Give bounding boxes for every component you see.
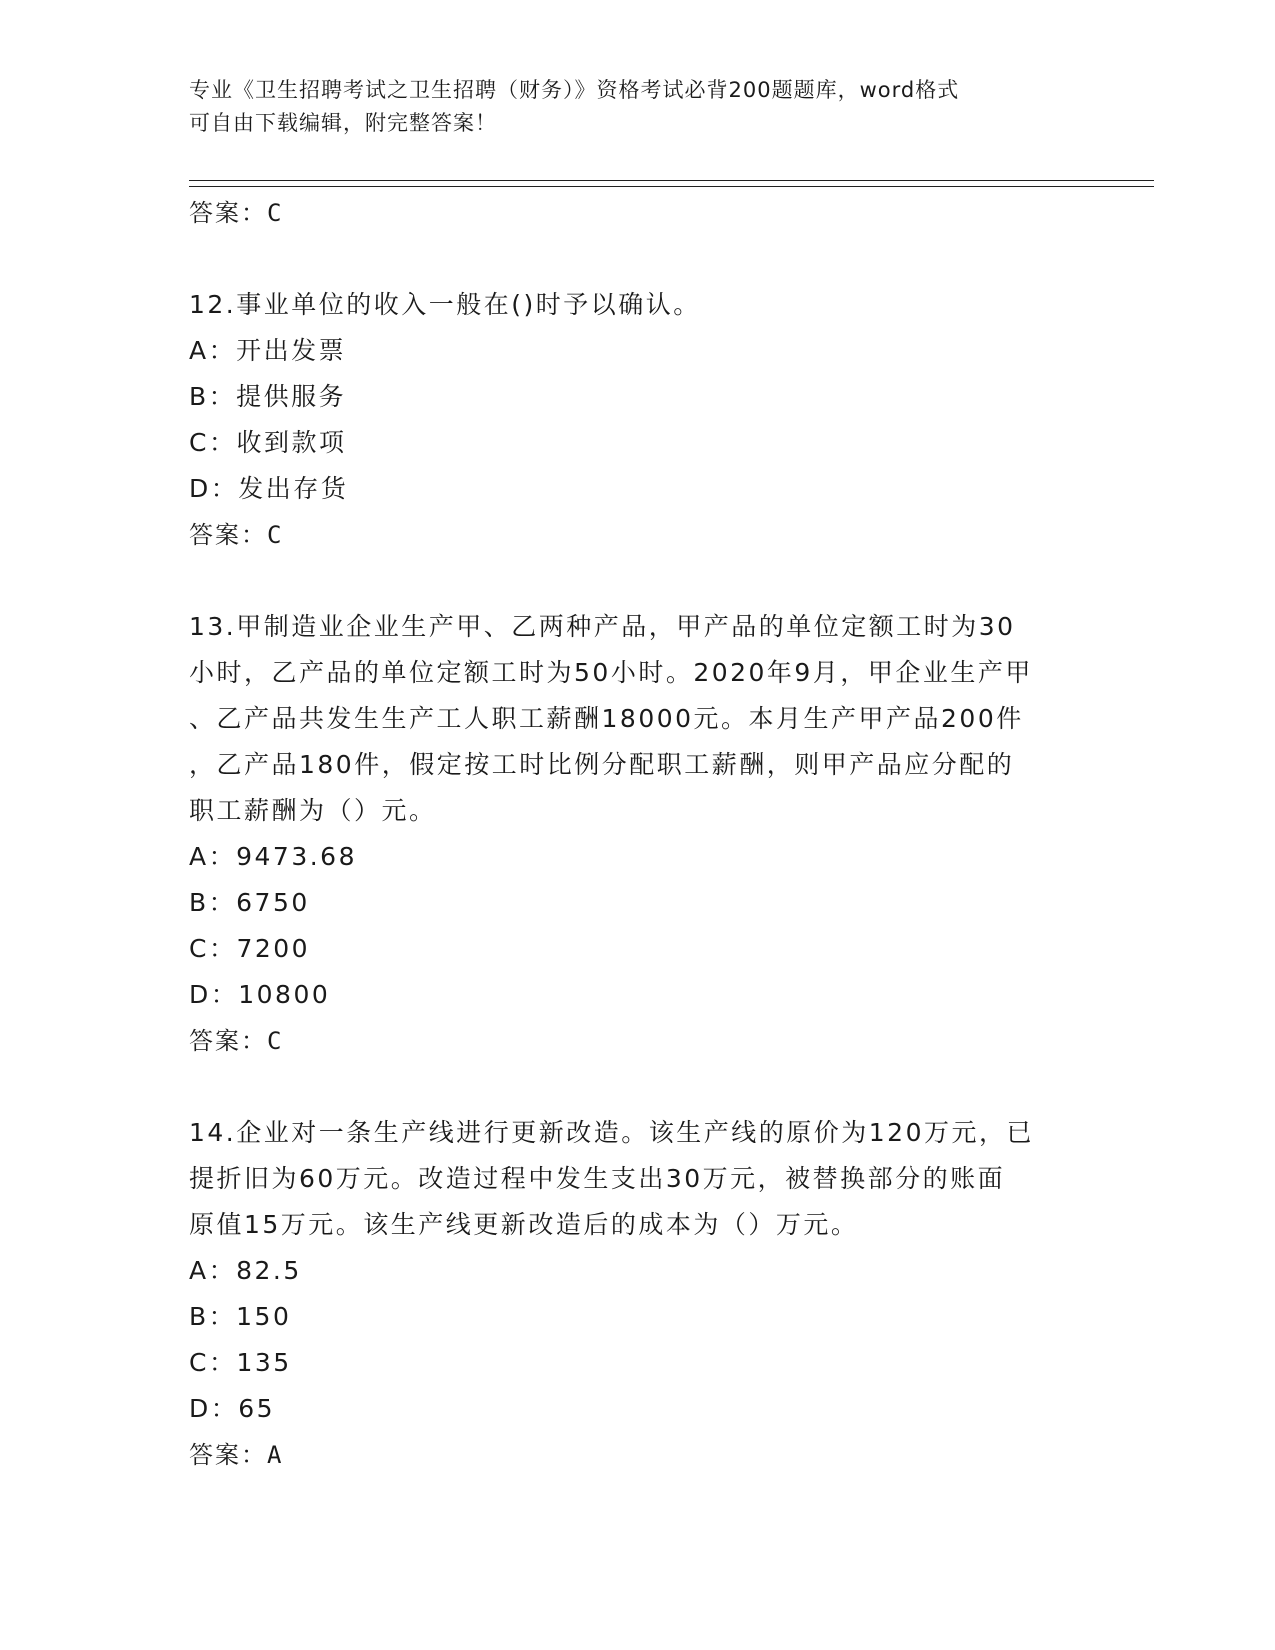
question-text: ，乙产品180件，假定按工时比例分配职工薪酬，则甲产品应分配的	[189, 750, 1015, 779]
question-block-14	[189, 1110, 1089, 1478]
option-d: D：发出存货	[189, 474, 349, 503]
question-text: 14.企业对一条生产线进行更新改造。该生产线的原价为120万元，已	[189, 1118, 1034, 1147]
option-b: B：6750	[189, 888, 310, 917]
question-block-13	[189, 604, 1089, 1064]
option-c: C：收到款项	[189, 428, 347, 457]
header-line-2: 可自由下载编辑，附完整答案！	[189, 111, 497, 135]
document-header	[189, 74, 1089, 140]
question-text: 职工薪酬为（）元。	[189, 796, 437, 825]
question-text: 12.事业单位的收入一般在()时予以确认。	[189, 290, 701, 319]
header-rule-top	[189, 180, 1154, 181]
answer-line: 答案：A	[189, 1441, 284, 1469]
question-text: 小时，乙产品的单位定额工时为50小时。2020年9月，甲企业生产甲	[189, 658, 1033, 687]
header-line-1: 专业《卫生招聘考试之卫生招聘（财务）》资格考试必背200题题库，word格式	[189, 78, 960, 102]
question-block-12	[189, 282, 1089, 558]
option-a: A：9473.68	[189, 842, 357, 871]
option-a: A：开出发票	[189, 336, 347, 365]
answer-line: 答案：C	[189, 521, 284, 549]
spacer	[189, 558, 1089, 604]
question-list	[189, 190, 1089, 1478]
header-rule-bottom	[189, 186, 1154, 187]
answer-line: 答案：C	[189, 199, 284, 227]
question-text: 原值15万元。该生产线更新改造后的成本为（）万元。	[189, 1210, 859, 1239]
option-a: A：82.5	[189, 1256, 302, 1285]
option-c: C：135	[189, 1348, 292, 1377]
answer-line: 答案：C	[189, 1027, 284, 1055]
option-c: C：7200	[189, 934, 311, 963]
question-text: 、乙产品共发生生产工人职工薪酬18000元。本月生产甲产品200件	[189, 704, 1024, 733]
option-d: D：10800	[189, 980, 331, 1009]
question-text: 提折旧为60万元。改造过程中发生支出30万元，被替换部分的账面	[189, 1164, 1006, 1193]
spacer	[189, 236, 1089, 282]
spacer	[189, 1064, 1089, 1110]
option-b: B：150	[189, 1302, 292, 1331]
option-d: D：65	[189, 1394, 276, 1423]
question-text: 13.甲制造业企业生产甲、乙两种产品，甲产品的单位定额工时为30	[189, 612, 1016, 641]
option-b: B：提供服务	[189, 382, 347, 411]
